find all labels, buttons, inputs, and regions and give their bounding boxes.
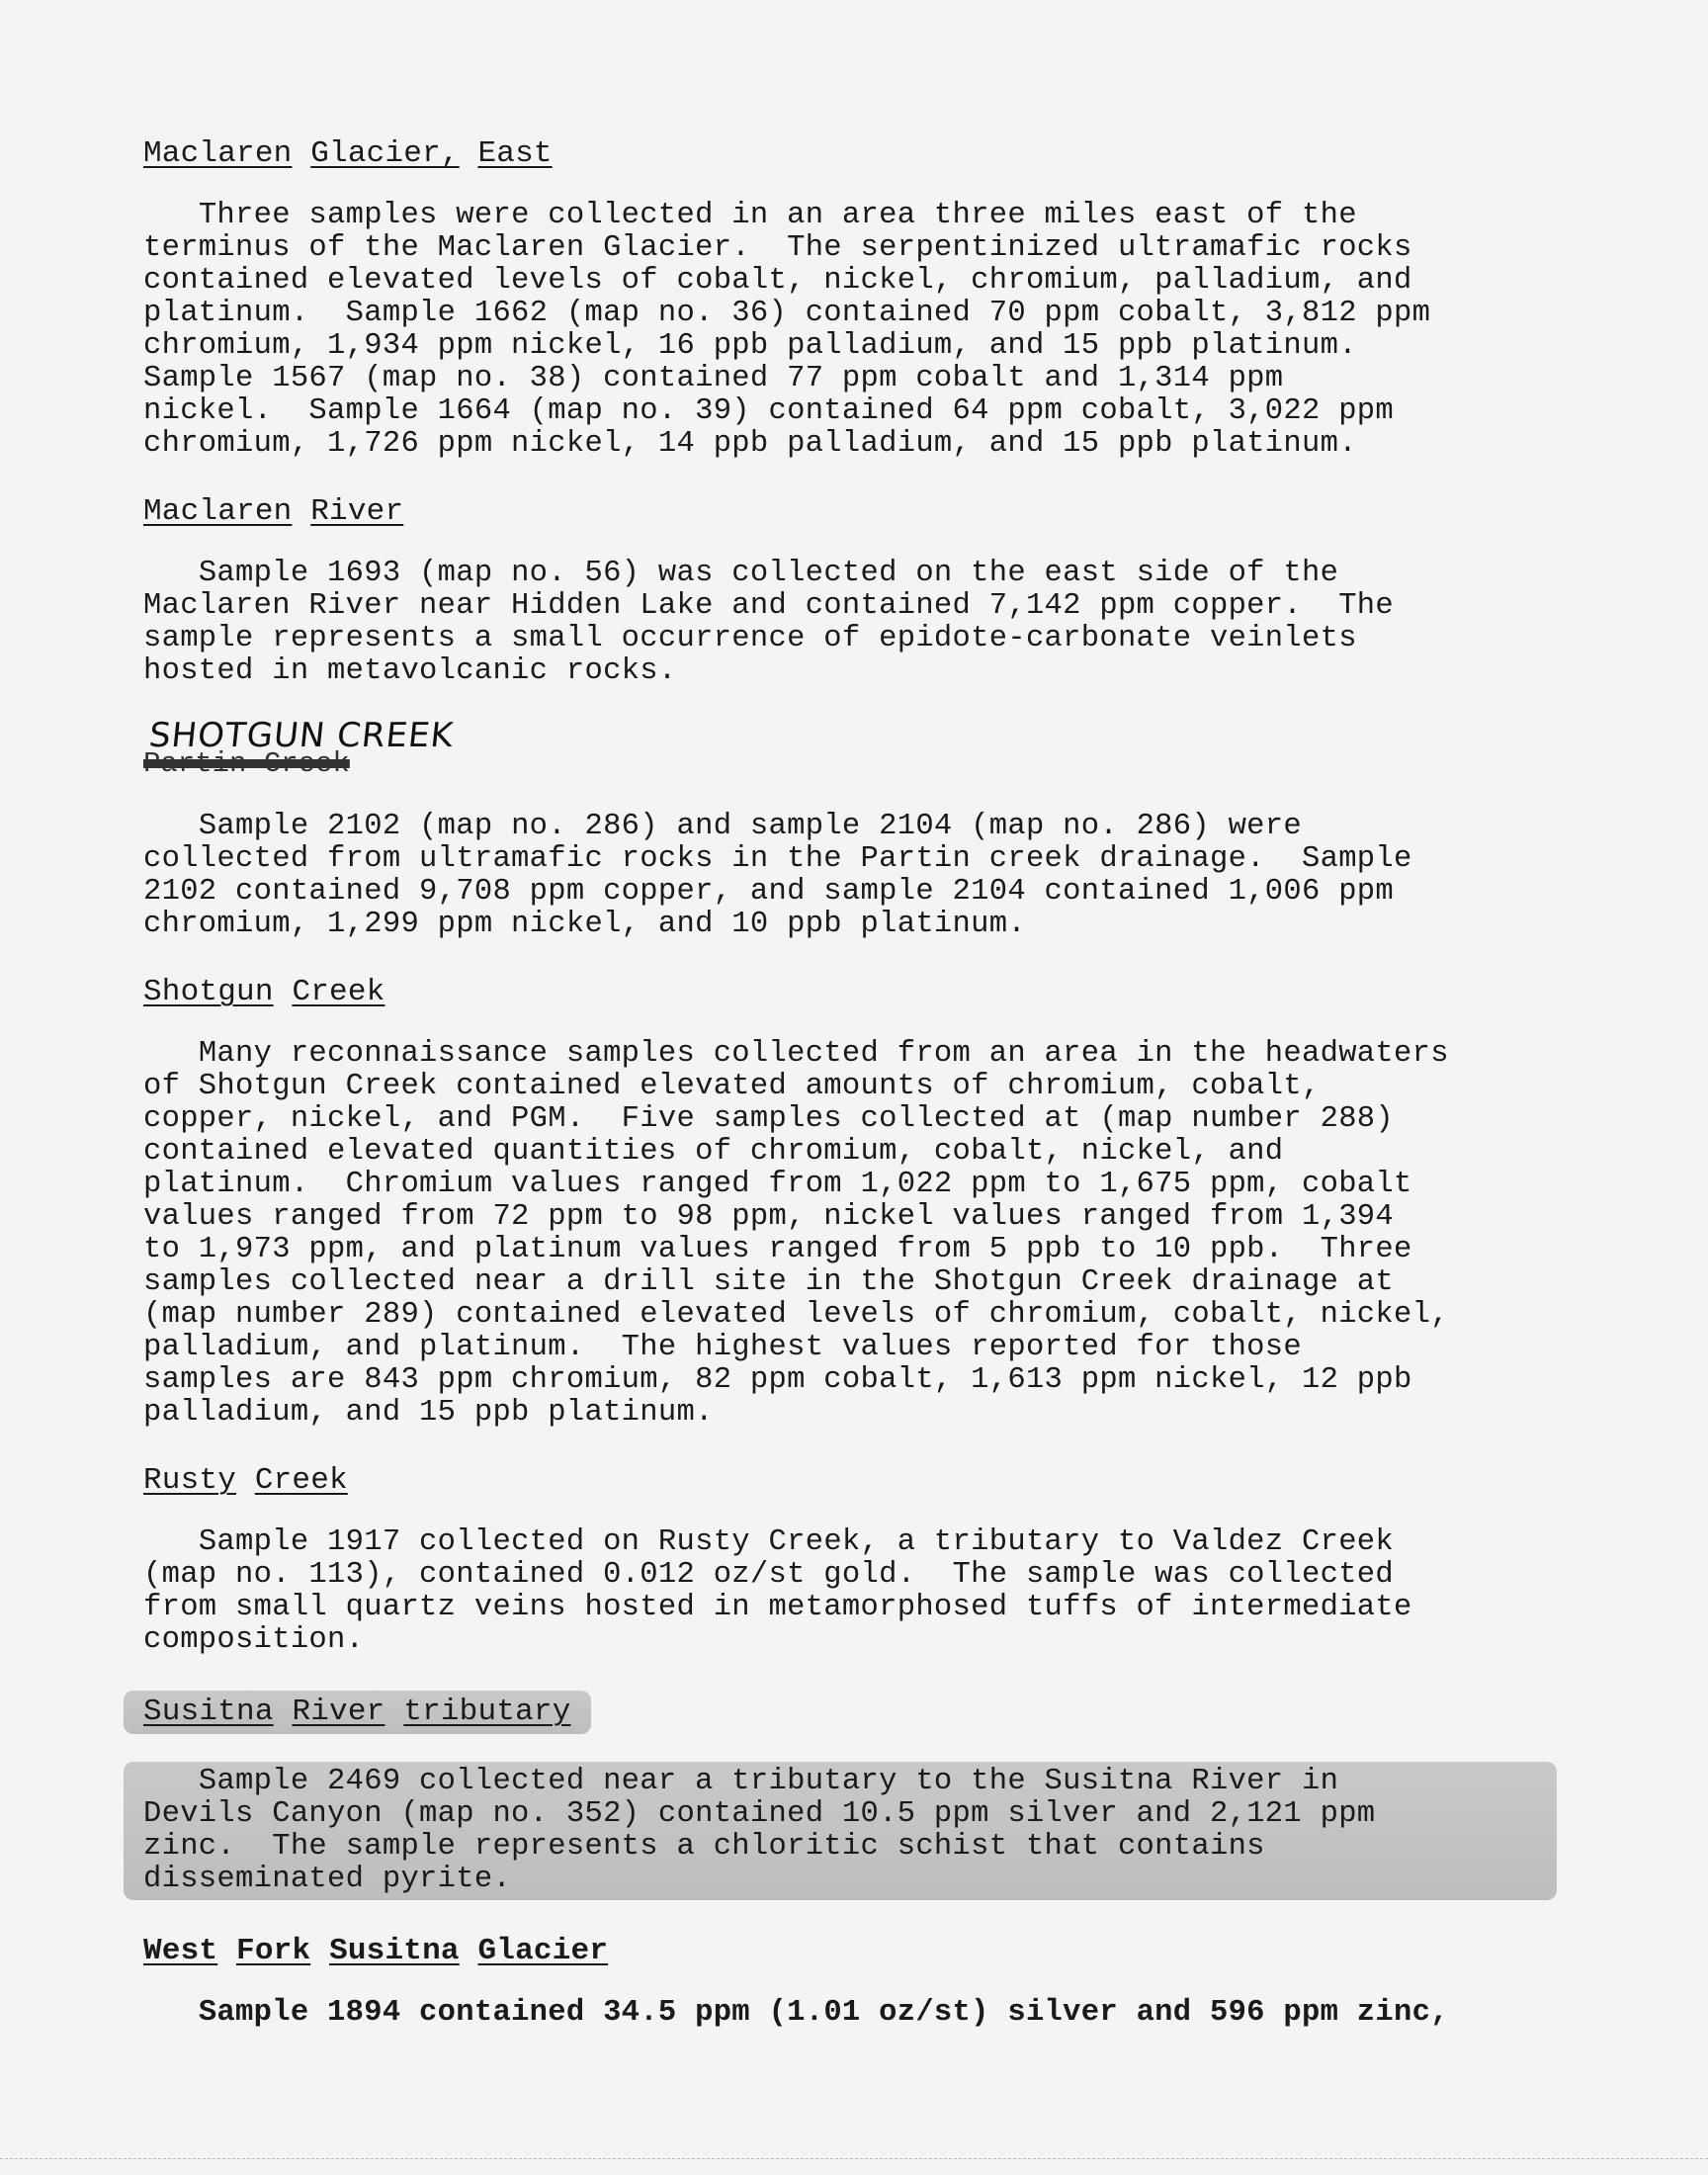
section-paragraph: Sample 2469 collected near a tributary to the Susitna River in Devils Canyon (map no. 352) contained 10.5 ppm silver and 2,121 ppm zinc. The sample represents a chloritic schist that contains disseminated pyrite. (124, 1762, 1557, 1900)
section-heading (143, 1463, 1567, 1499)
handwritten-annotation: SHOTGUN CREEK (146, 716, 456, 755)
section-rusty-creek (143, 1463, 1567, 1657)
section-heading (143, 1934, 1567, 1969)
section-shotgun-creek (143, 975, 1567, 1430)
heading-word: West (143, 1934, 218, 1968)
highlight-mark (124, 1691, 591, 1734)
heading-word: Maclaren (143, 494, 293, 529)
section-heading (143, 494, 1567, 530)
heading-word: tributary (403, 1695, 571, 1729)
section-heading (143, 136, 1567, 172)
section-shotgun-creek-correction (143, 718, 1567, 941)
section-heading (143, 975, 1567, 1010)
heading-word: Susitna (143, 1695, 274, 1729)
section-paragraph: Sample 1894 contained 34.5 ppm (1.01 oz/st) silver and 596 ppm zinc, (143, 1996, 1449, 2030)
section-maclaren-glacier-east (143, 136, 1567, 461)
heading-word: River (310, 494, 404, 529)
heading-word: Glacier (477, 1934, 609, 1968)
heading-word: Creek (292, 975, 385, 1009)
section-west-fork-susitna-glacier (143, 1934, 1567, 2030)
heading-word: Glacier, (310, 136, 460, 171)
section-paragraph: Sample 2102 (map no. 286) and sample 2104 (map no. 286) were collected from ultramafic rocks in the Partin creek drainage. Sample 2102 contained 9,708 ppm copper, and sample 2104 contained 1,006 ppm chromium, 1,299 ppm nickel, and 10 ppb platinum. (143, 810, 1412, 941)
heading-word: Shotgun (143, 975, 274, 1009)
heading-word: East (477, 136, 553, 171)
heading-word: Susitna (329, 1934, 460, 1968)
heading-word: River (292, 1695, 385, 1729)
corrected-heading (143, 716, 1567, 780)
section-paragraph: Three samples were collected in an area three miles east of the terminus of the Maclaren Glacier. The serpentinized ultramafic rocks contained elevated levels of cobalt, nickel, chromium, palladium, and platinum. Sample 1662 (map no. 36) contained 70 ppm cobalt, 3,812 ppm chromium, 1,934 ppm nickel, 16 ppb palladium, and 15 ppb platinum. Sample 1567 (map no. 38) contained 77 ppm cobalt and 1,314 ppm nickel. Sample 1664 (map no. 39) contained 64 ppm cobalt, 3,022 ppm chromium, 1,726 ppm nickel, 14 ppb palladium, and 15 ppb platinum. (143, 199, 1431, 461)
section-heading (143, 1691, 1567, 1734)
heading-word: Fork (236, 1934, 311, 1968)
section-paragraph: Sample 1693 (map no. 56) was collected on the east side of the Maclaren River near Hidden Lake and contained 7,142 ppm copper. The sample represents a small occurrence of epidote-carbonate veinlets hosted in metavolcanic rocks. (143, 557, 1395, 688)
section-paragraph: Sample 1917 collected on Rusty Creek, a tributary to Valdez Creek (map no. 113), contained 0.012 oz/st gold. The sample was collected from small quartz veins hosted in metamorphosed tuffs of intermediate composition. (143, 1525, 1412, 1657)
document-body (143, 136, 1567, 2063)
struck-heading: Partin Creek (143, 747, 350, 780)
heading-word: Maclaren (143, 136, 293, 171)
section-susitna-river-tributary (143, 1691, 1567, 1900)
heading-word: Creek (254, 1463, 348, 1498)
scan-artifact (0, 2158, 1708, 2161)
heading-word: Rusty (143, 1463, 237, 1498)
section-paragraph: Many reconnaissance samples collected from an area in the headwaters of Shotgun Creek contained elevated amounts of chromium, cobalt, copper, nickel, and PGM. Five samples collected at (map number 288) contained elevated quantities of chromium, cobalt, nickel, and platinum. Chromium values ranged from 1,022 ppm to 1,675 ppm, cobalt values ranged from 72 ppm to 98 ppm, nickel values ranged from 1,394 to 1,973 ppm, and platinum values ranged from 5 ppb to 10 ppb. Three samples collected near a drill site in the Shotgun Creek drainage at (map number 289) contained elevated levels of chromium, cobalt, nickel, palladium, and platinum. The highest values reported for those samples are 843 ppm chromium, 82 ppm cobalt, 1,613 ppm nickel, 12 ppb palladium, and 15 ppb platinum. (143, 1037, 1449, 1430)
section-maclaren-river (143, 494, 1567, 688)
